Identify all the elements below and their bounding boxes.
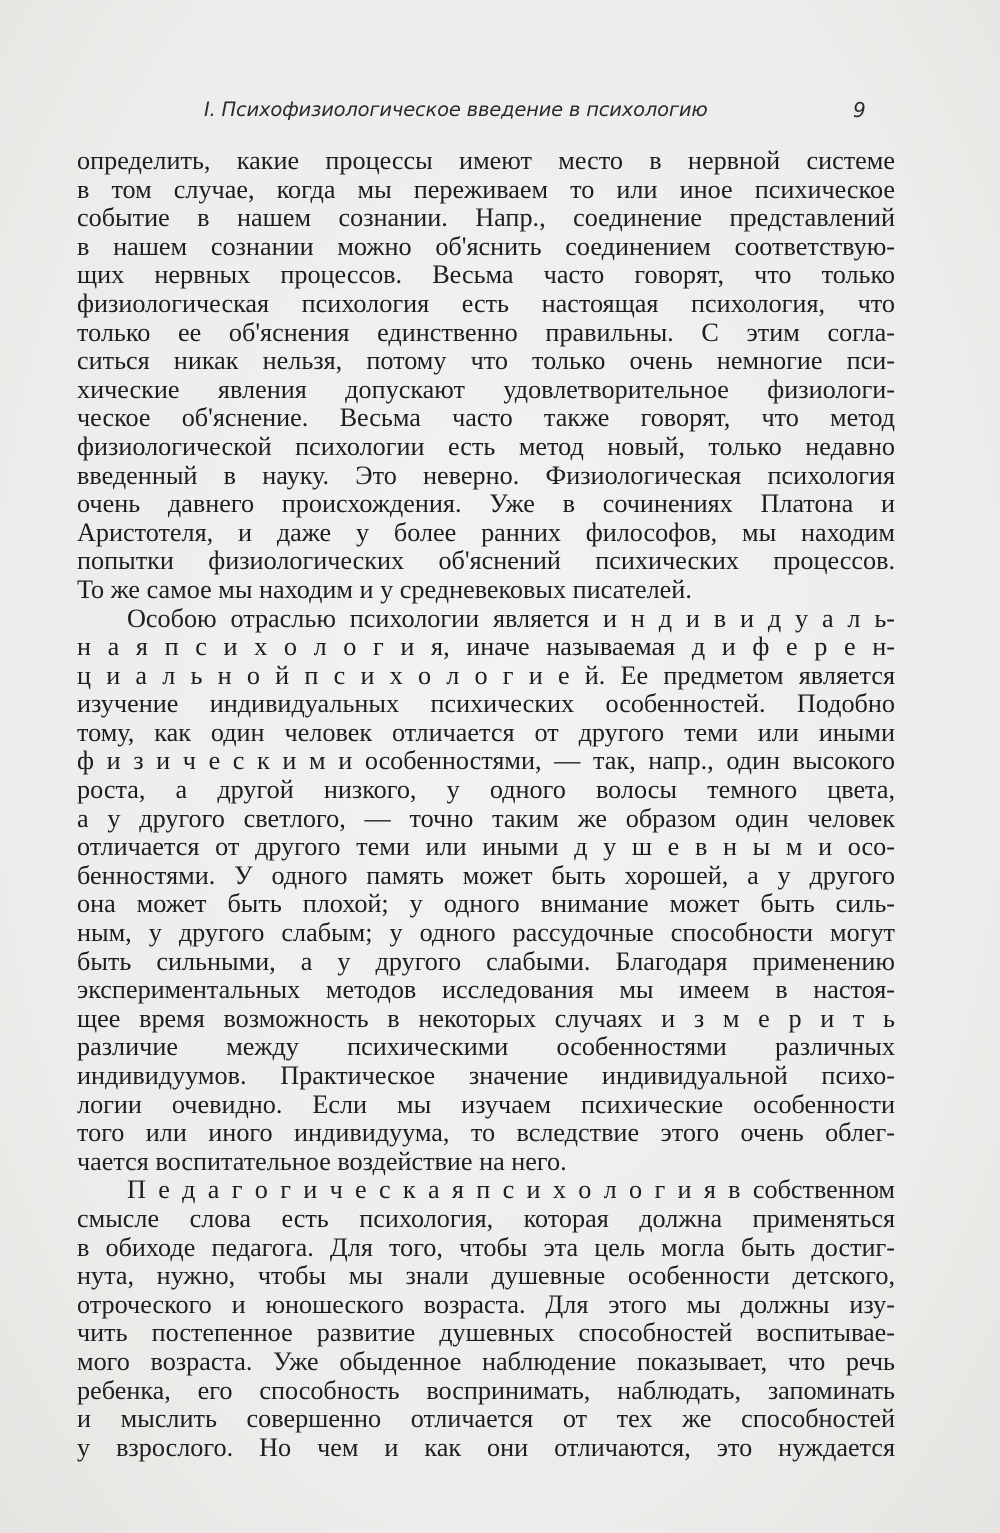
- text-line: щее время возможность в некоторых случаях и з м е р и т ь: [77, 1004, 895, 1033]
- text-line: различие между психическими особенностями различных: [77, 1033, 895, 1062]
- text-line: ф и з и ч е с к и м и особенностями, — так, напр., один высокого: [77, 747, 895, 776]
- text-line: отличается от другого теми или иными д у ш е в н ы м и осо-: [77, 833, 895, 862]
- body-text: [77, 147, 895, 1462]
- text-line: того или иного индивидуума, то вследствие этого очень облег-: [77, 1119, 895, 1148]
- text-line: у взрослого. Но чем и как они отличаются, это нуждается: [77, 1433, 895, 1462]
- paragraph-end-line: чается воспитательное воздействие на него.: [77, 1147, 567, 1176]
- paragraph-start-line: Особою отраслью психологии является и н д и в и д у а л ь-: [127, 604, 895, 633]
- text-line: чить постепенное развитие душевных способностей воспитывае-: [77, 1319, 895, 1348]
- text-line: экспериментальных методов исследования мы имеем в настоя-: [77, 976, 895, 1005]
- text-line: щих нервных процессов. Весьма часто говорят, что только: [77, 261, 895, 290]
- page-number: 9: [853, 98, 866, 122]
- text-line: хические явления допускают удовлетворительное физиологи-: [77, 375, 895, 404]
- text-line: попытки физиологических об'яснений психических процессов.: [77, 547, 895, 576]
- text-line: в обиходе педагога. Для того, чтобы эта цель могла быть достиг-: [77, 1233, 895, 1262]
- text-line: и мыслить совершенно отличается от тех же способностей: [77, 1405, 895, 1434]
- text-line: бенностями. У одного память может быть хорошей, а у другого: [77, 861, 895, 890]
- text-line: введенный в науку. Это неверно. Физиологическая психология: [77, 461, 895, 490]
- text-line: ребенка, его способность воспринимать, наблюдать, запоминать: [77, 1376, 895, 1405]
- text-line: только ее об'яснения единственно правильны. С этим согла-: [77, 318, 895, 347]
- paragraph-end-line: То же самое мы находим и у средневековых писателей.: [77, 575, 692, 604]
- text-line: ным, у другого слабым; у одного рассудочные способности могут: [77, 919, 895, 948]
- text-line: быть сильными, а у другого слабыми. Благодаря применению: [77, 947, 895, 976]
- text-line: логии очевидно. Если мы изучаем психические особенности: [77, 1090, 895, 1119]
- text-line: н а я п с и х о л о г и я, иначе называемая д и ф е р е н-: [77, 633, 895, 662]
- text-line: тому, как один человек отличается от другого теми или иными: [77, 718, 895, 747]
- text-line: она может быть плохой; у одного внимание может быть силь-: [77, 890, 895, 919]
- text-line: определить, какие процессы имеют место в нервной системе: [77, 147, 895, 175]
- text-line: роста, а другой низкого, у одного волосы темного цвета,: [77, 776, 895, 805]
- running-title: I. Психофизиологическое введение в психологию: [204, 98, 708, 121]
- running-head: [0, 98, 1000, 132]
- text-line: ситься никак нельзя, потому что только очень немногие пси-: [77, 347, 895, 376]
- text-line: в нашем сознании можно об'яснить соединением соответствую-: [77, 232, 895, 261]
- text-line: отроческого и юношеского возраста. Для этого мы должны изу-: [77, 1290, 895, 1319]
- paragraph-start-line: П е д а г о г и ч е с к а я п с и х о л о г и я в собственном: [127, 1176, 895, 1205]
- text-line: событие в нашем сознании. Напр., соединение представлений: [77, 204, 895, 233]
- text-line: очень давнего происхождения. Уже в сочинениях Платона и: [77, 490, 895, 519]
- text-line: смысле слова есть психология, которая должна применяться: [77, 1204, 895, 1233]
- text-line: индивидуумов. Практическое значение индивидуальной психо-: [77, 1062, 895, 1090]
- text-line: ческое об'яснение. Весьма часто также говорят, что метод: [77, 404, 895, 433]
- text-line: физиологической психологии есть метод новый, только недавно: [77, 432, 895, 461]
- text-line: изучение индивидуальных психических особенностей. Подобно: [77, 690, 895, 719]
- text-line: в том случае, когда мы переживаем то или иное психическое: [77, 175, 895, 204]
- text-line: нута, нужно, чтобы мы знали душевные особенности детского,: [77, 1262, 895, 1291]
- text-line: ц и а л ь н о й п с и х о л о г и е й. Ее предметом является: [77, 661, 895, 690]
- text-line: а у другого светлого, — точно таким же образом один человек: [77, 804, 895, 833]
- text-line: Аристотеля, и даже у более ранних философов, мы находим: [77, 518, 895, 547]
- text-line: мого возраста. Уже обыденное наблюдение показывает, что речь: [77, 1347, 895, 1376]
- text-line: физиологическая психология есть настоящая психология, что: [77, 289, 895, 318]
